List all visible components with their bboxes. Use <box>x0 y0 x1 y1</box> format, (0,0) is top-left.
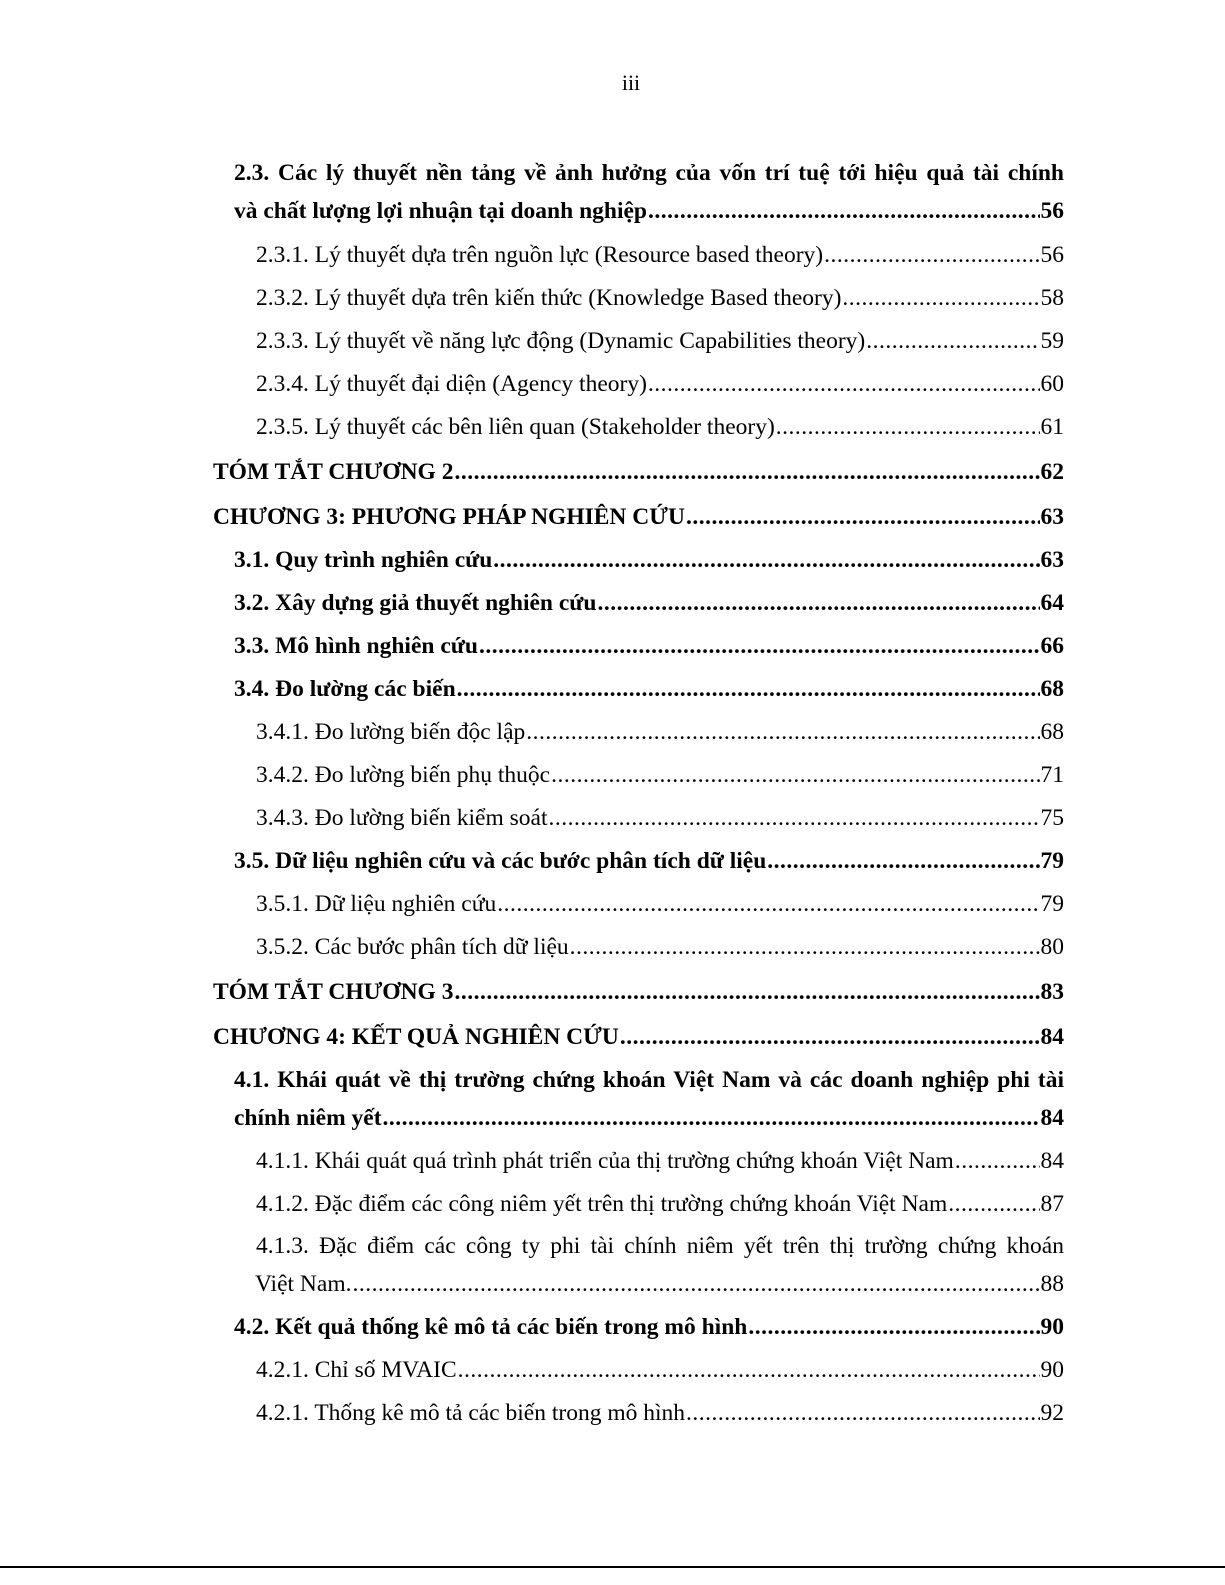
toc-entry-title: 2.3.2. Lý thuyết dựa trên kiến thức (Knowledge Based theory) <box>256 285 842 311</box>
toc-entry-title: chính niêm yết <box>234 1105 382 1131</box>
toc-entry-2-3-1[interactable] <box>256 236 1064 274</box>
dot-leader <box>948 1185 1039 1223</box>
toc-entry-summary-chapter-3[interactable] <box>213 973 1064 1011</box>
toc-entry-title: 3.1. Quy trình nghiên cứu <box>234 547 493 573</box>
page-number: iii <box>621 70 641 95</box>
toc-entry-3-4-1[interactable] <box>256 713 1064 751</box>
toc-entry-4-1[interactable] <box>234 1061 1064 1137</box>
toc-entry-title: 3.5.2. Các bước phân tích dữ liệu <box>256 934 569 960</box>
dot-leader <box>458 1351 1040 1389</box>
toc-entry-page: 84 <box>1040 1024 1064 1050</box>
toc-entry-3-3[interactable] <box>234 627 1064 665</box>
toc-entry-chapter-4[interactable] <box>213 1018 1064 1056</box>
toc-entry-page: 71 <box>1040 762 1064 788</box>
toc-entry-chapter-3[interactable] <box>213 498 1064 536</box>
dot-leader <box>526 713 1039 751</box>
dot-leader <box>648 365 1040 403</box>
dot-leader <box>597 584 1039 622</box>
dot-leader <box>686 1394 1039 1432</box>
toc-entry-title: CHƯƠNG 3: PHƯƠNG PHÁP NGHIÊN CỨU <box>213 504 685 530</box>
toc-entry-page: 80 <box>1040 934 1064 960</box>
toc-entry-3-2[interactable] <box>234 584 1064 622</box>
toc-entry-page: 84 <box>1040 1105 1064 1131</box>
dot-leader <box>748 1308 1039 1346</box>
toc-entry-2-3-2[interactable] <box>256 279 1064 317</box>
dot-leader <box>454 973 1039 1011</box>
toc-entry-4-1-2[interactable] <box>256 1185 1064 1223</box>
dot-leader <box>551 756 1039 794</box>
toc-entry-title: 2.3.3. Lý thuyết về năng lực động (Dynamic Capabilities theory) <box>256 328 866 354</box>
toc-entry-3-5-2[interactable] <box>256 928 1064 966</box>
toc-entry-title-line1: 2.3. Các lý thuyết nền tảng về ảnh hưởng của vốn trí tuệ tới hiệu quả tài chính <box>234 160 1064 186</box>
toc-entry-page: 92 <box>1040 1400 1064 1426</box>
toc-entry-4-2-1-b[interactable] <box>256 1394 1064 1432</box>
toc-entry-page: 62 <box>1040 459 1064 485</box>
toc-entry-2-3-5[interactable] <box>256 408 1064 446</box>
dot-leader <box>548 799 1039 837</box>
toc-entry-title: TÓM TẮT CHƯƠNG 3 <box>213 979 454 1005</box>
dot-leader <box>776 408 1040 446</box>
toc-entry-4-1-3[interactable] <box>256 1227 1064 1303</box>
toc-entry-title: 3.4. Đo lường các biến <box>234 676 456 702</box>
toc-entry-title-line1: 4.1. Khái quát về thị trường chứng khoán Việt Nam và các doanh nghiệp phi tài <box>234 1067 1064 1093</box>
dot-leader <box>352 1265 1039 1303</box>
toc-entry-page: 79 <box>1040 848 1064 874</box>
toc-entry-title-line1: 4.1.3. Đặc điểm các công ty phi tài chính niêm yết trên thị trường chứng khoán <box>256 1233 1064 1259</box>
dot-leader <box>866 322 1039 360</box>
toc-entry-title: 3.4.1. Đo lường biến độc lập <box>256 719 526 745</box>
toc-entry-title: 3.5.1. Dữ liệu nghiên cứu <box>256 891 497 917</box>
page-bottom-border <box>0 1566 1225 1568</box>
toc-entry-page: 56 <box>1040 198 1064 224</box>
toc-entry-page: 68 <box>1040 676 1064 702</box>
toc-entry-3-1[interactable] <box>234 541 1064 579</box>
toc-entry-page: 63 <box>1040 547 1064 573</box>
toc-entry-title: 3.4.3. Đo lường biến kiểm soát <box>256 805 548 831</box>
dot-leader <box>842 279 1039 317</box>
dot-leader <box>479 627 1040 665</box>
toc-entry-3-4[interactable] <box>234 670 1064 708</box>
toc-entry-title: 4.2.1. Thống kê mô tả các biến trong mô hình <box>256 1400 686 1426</box>
toc-entry-page: 79 <box>1040 891 1064 917</box>
dot-leader <box>493 541 1039 579</box>
toc-entry-page: 83 <box>1040 979 1064 1005</box>
toc-entry-page: 63 <box>1040 504 1064 530</box>
toc-entry-page: 58 <box>1040 285 1064 311</box>
dot-leader <box>457 670 1040 708</box>
toc-entry-title: 2.3.5. Lý thuyết các bên liên quan (Stakeholder theory) <box>256 414 775 440</box>
dot-leader <box>648 192 1040 230</box>
toc-entry-title: 4.1.2. Đặc điểm các công niêm yết trên thị trường chứng khoán Việt Nam <box>256 1191 948 1217</box>
toc-entry-3-5-1[interactable] <box>256 885 1064 923</box>
toc-entry-page: 66 <box>1040 633 1064 659</box>
dot-leader <box>686 498 1040 536</box>
toc-entry-title: 4.2.1. Chỉ số MVAIC <box>256 1357 457 1383</box>
toc-entry-page: 87 <box>1040 1191 1064 1217</box>
toc-entry-title: CHƯƠNG 4: KẾT QUẢ NGHIÊN CỨU <box>213 1024 619 1050</box>
dot-leader <box>620 1018 1040 1056</box>
toc-entry-title: 3.4.2. Đo lường biến phụ thuộc <box>256 762 551 788</box>
toc-entry-page: 75 <box>1040 805 1064 831</box>
toc-entry-page: 64 <box>1040 590 1064 616</box>
toc-entry-title: 3.3. Mô hình nghiên cứu <box>234 633 478 659</box>
toc-entry-4-2[interactable] <box>234 1308 1064 1346</box>
toc-entry-title: 4.1.1. Khái quát quá trình phát triển của thị trường chứng khoán Việt Nam <box>256 1148 954 1174</box>
toc-entry-page: 61 <box>1040 414 1064 440</box>
toc-entry-page: 68 <box>1040 719 1064 745</box>
toc-entry-title: 2.3.4. Lý thuyết đại diện (Agency theory) <box>256 371 647 397</box>
toc-entry-title: và chất lượng lợi nhuận tại doanh nghiệp <box>234 198 647 224</box>
dot-leader <box>383 1099 1040 1137</box>
toc-entry-page: 90 <box>1040 1357 1064 1383</box>
toc-entry-3-4-2[interactable] <box>256 756 1064 794</box>
toc-entry-2-3[interactable] <box>234 154 1064 230</box>
toc-entry-2-3-3[interactable] <box>256 322 1064 360</box>
toc-entry-4-2-1[interactable] <box>256 1351 1064 1389</box>
toc-entry-page: 84 <box>1040 1148 1064 1174</box>
dot-leader <box>570 928 1040 966</box>
toc-entry-summary-chapter-2[interactable] <box>213 453 1064 491</box>
dot-leader <box>497 885 1039 923</box>
toc-entry-2-3-4[interactable] <box>256 365 1064 403</box>
dot-leader <box>767 842 1039 880</box>
toc-entry-page: 90 <box>1040 1314 1064 1340</box>
toc-entry-title: Việt Nam. <box>255 1271 352 1297</box>
dot-leader <box>955 1142 1040 1180</box>
toc-entry-title: 3.2. Xây dựng giả thuyết nghiên cứu <box>234 590 597 616</box>
toc-entry-page: 88 <box>1040 1271 1064 1297</box>
toc-entry-3-5[interactable] <box>234 842 1064 880</box>
dot-leader <box>824 236 1039 274</box>
toc-entry-title: TÓM TẮT CHƯƠNG 2 <box>213 459 454 485</box>
toc-entry-page: 59 <box>1040 328 1064 354</box>
toc-entry-4-1-1[interactable] <box>256 1142 1064 1180</box>
toc-entry-title: 2.3.1. Lý thuyết dựa trên nguồn lực (Resource based theory) <box>256 242 824 268</box>
toc-entry-page: 56 <box>1040 242 1064 268</box>
toc-entry-title: 4.2. Kết quả thống kê mô tả các biến trong mô hình <box>234 1314 748 1340</box>
toc-entry-3-4-3[interactable] <box>256 799 1064 837</box>
dot-leader <box>454 453 1039 491</box>
toc-entry-page: 60 <box>1040 371 1064 397</box>
toc-entry-title: 3.5. Dữ liệu nghiên cứu và các bước phân tích dữ liệu <box>234 848 767 874</box>
